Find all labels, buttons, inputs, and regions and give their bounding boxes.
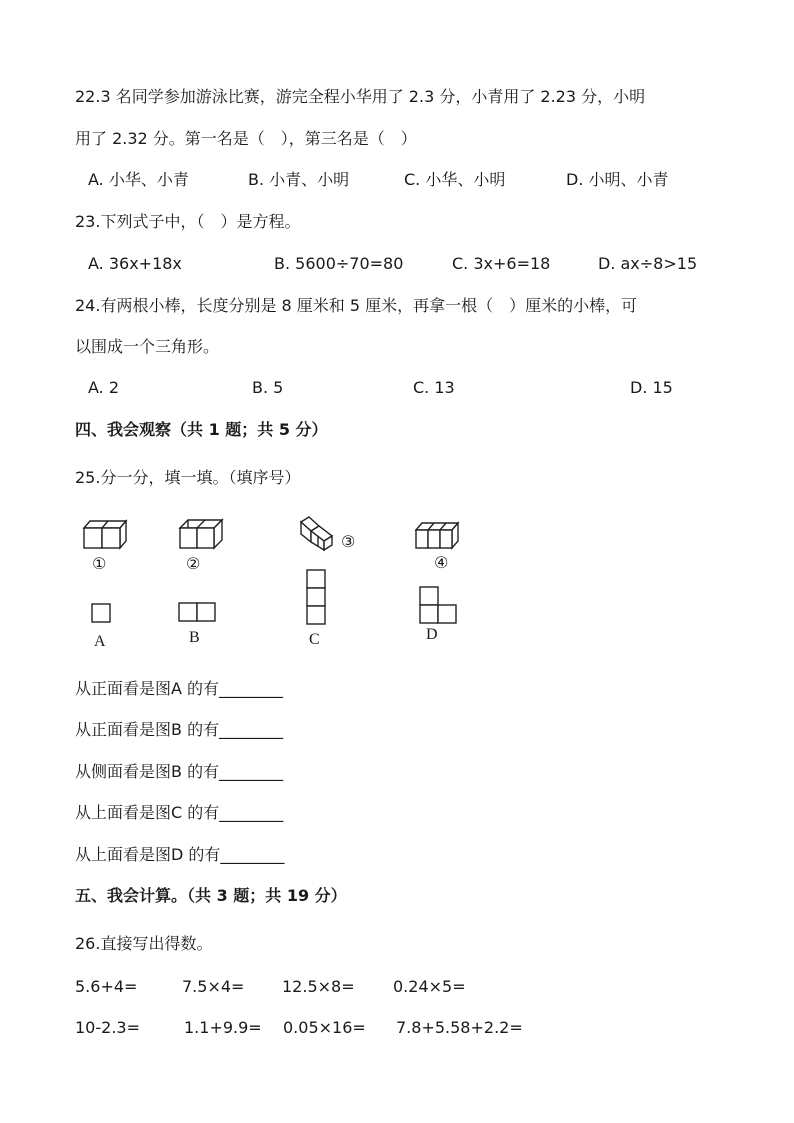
q26-problem: 5.6+4= <box>75 977 138 996</box>
q24-option-b: B. 5 <box>252 378 284 397</box>
q26-problem: 7.8+5.58+2.2= <box>396 1018 523 1037</box>
section-5-heading: 五、我会计算。（共 3 题；共 19 分） <box>75 886 347 905</box>
q25-blank-5: 从上面看是图D 的有________ <box>75 845 285 864</box>
view-b-figure <box>177 601 219 625</box>
view-a-figure <box>90 602 114 626</box>
q24-option-d: D. 15 <box>630 378 673 397</box>
solid-2-figure <box>176 516 226 552</box>
q24-line1: 24.有两根小棒，长度分别是 8 厘米和 5 厘米，再拿一根（ ）厘米的小棒，可 <box>75 296 638 315</box>
view-d-label: D <box>426 626 438 643</box>
section-4-heading: 四、我会观察（共 1 题；共 5 分） <box>75 420 328 439</box>
q26-problem: 1.1+9.9= <box>184 1018 262 1037</box>
q23-line1: 23.下列式子中，（ ）是方程。 <box>75 212 301 231</box>
q24-option-a: A. 2 <box>88 378 120 397</box>
q22-line2: 用了 2.32 分。第一名是（ ），第三名是（ ） <box>75 129 417 148</box>
solid-3-figure <box>298 514 338 552</box>
q22-line1: 22.3 名同学参加游泳比赛，游完全程小华用了 2.3 分，小青用了 2.23 分，小明 <box>75 87 646 106</box>
q26-line1: 26.直接写出得数。 <box>75 934 213 953</box>
q24-option-c: C. 13 <box>413 378 455 397</box>
view-d-figure <box>418 585 460 627</box>
q26-problem: 0.24×5= <box>393 977 466 996</box>
q25-blank-3: 从侧面看是图B 的有________ <box>75 762 284 781</box>
q22-option-b: B. 小青、小明 <box>248 170 350 189</box>
q23-option-a: A. 36x+18x <box>88 254 182 273</box>
view-a-label: A <box>94 633 106 650</box>
q25-blank-2: 从正面看是图B 的有________ <box>75 720 284 739</box>
q26-problem: 0.05×16= <box>283 1018 366 1037</box>
q22-option-c: C. 小华、小明 <box>404 170 506 189</box>
q25-blank-1: 从正面看是图A 的有________ <box>75 679 284 698</box>
q22-option-d: D. 小明、小青 <box>566 170 669 189</box>
solid-4-figure <box>412 518 462 552</box>
q23-option-c: C. 3x+6=18 <box>452 254 551 273</box>
q25-blank-4: 从上面看是图C 的有________ <box>75 803 284 822</box>
q23-option-b: B. 5600÷70=80 <box>274 254 404 273</box>
q25-line1: 25.分一分，填一填。（填序号） <box>75 468 301 487</box>
q23-option-d: D. ax÷8>15 <box>598 254 698 273</box>
solid-2-label: ② <box>186 554 201 573</box>
view-c-figure <box>305 568 329 628</box>
solid-4-label: ④ <box>434 553 449 572</box>
q26-problem: 7.5×4= <box>182 977 245 996</box>
solid-1-figure <box>80 516 130 552</box>
view-b-label: B <box>189 629 200 646</box>
q24-line2: 以围成一个三角形。 <box>75 337 220 356</box>
q26-problem: 12.5×8= <box>282 977 355 996</box>
q22-option-a: A. 小华、小青 <box>88 170 189 189</box>
solid-1-label: ① <box>92 554 107 573</box>
view-c-label: C <box>309 631 320 648</box>
solid-3-label: ③ <box>341 532 356 551</box>
q26-problem: 10-2.3= <box>75 1018 140 1037</box>
